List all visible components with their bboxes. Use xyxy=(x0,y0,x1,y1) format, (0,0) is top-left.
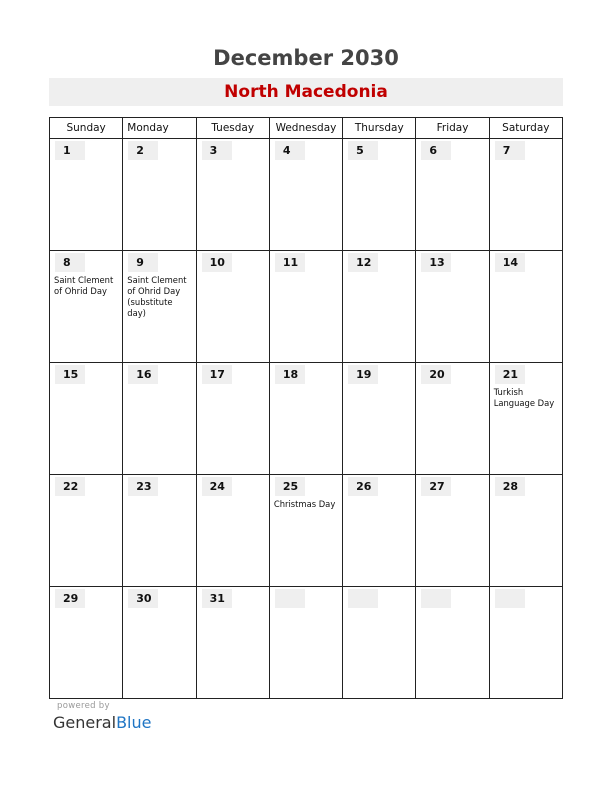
weekday-sunday: Sunday xyxy=(50,118,123,139)
day-cell xyxy=(416,363,489,475)
day-cell xyxy=(123,587,196,699)
day-cell xyxy=(123,139,196,251)
day-number: 31 xyxy=(202,589,232,608)
day-number xyxy=(495,589,525,608)
week-row xyxy=(50,363,563,475)
day-cell xyxy=(196,139,269,251)
day-cell xyxy=(269,587,342,699)
day-number: 20 xyxy=(421,365,451,384)
day-cell xyxy=(196,587,269,699)
brand-blue-text: Blue xyxy=(116,713,152,732)
day-number: 25 xyxy=(275,477,305,496)
day-number: 14 xyxy=(495,253,525,272)
weekday-saturday: Saturday xyxy=(489,118,562,139)
day-number: 22 xyxy=(55,477,85,496)
day-number xyxy=(421,589,451,608)
week-row xyxy=(50,587,563,699)
day-number xyxy=(348,589,378,608)
day-number: 18 xyxy=(275,365,305,384)
day-cell xyxy=(269,363,342,475)
day-cell xyxy=(196,251,269,363)
day-number: 11 xyxy=(275,253,305,272)
day-cell xyxy=(269,475,342,587)
day-cell xyxy=(269,251,342,363)
day-cell xyxy=(416,139,489,251)
day-cell xyxy=(489,363,562,475)
day-cell xyxy=(489,139,562,251)
day-cell xyxy=(343,363,416,475)
day-number: 10 xyxy=(202,253,232,272)
day-cell xyxy=(416,587,489,699)
generalblue-logo xyxy=(53,713,151,732)
day-cell xyxy=(50,251,123,363)
day-cell xyxy=(50,475,123,587)
weekday-friday: Friday xyxy=(416,118,489,139)
weekday-thursday: Thursday xyxy=(343,118,416,139)
day-number: 21 xyxy=(495,365,525,384)
day-cell xyxy=(196,363,269,475)
day-cell xyxy=(343,251,416,363)
day-number: 1 xyxy=(55,141,85,160)
day-cell xyxy=(50,139,123,251)
holiday-label: Turkish Language Day xyxy=(493,387,555,408)
weekday-tuesday: Tuesday xyxy=(196,118,269,139)
country-banner: North Macedonia xyxy=(49,78,563,106)
day-number: 7 xyxy=(495,141,525,160)
day-number: 4 xyxy=(275,141,305,160)
calendar-title: December 2030 xyxy=(213,46,399,70)
day-number: 27 xyxy=(421,477,451,496)
day-cell xyxy=(489,587,562,699)
day-cell xyxy=(123,475,196,587)
weekday-header-row xyxy=(50,118,563,139)
day-cell xyxy=(489,251,562,363)
brand-general-text: General xyxy=(53,713,117,732)
holiday-label: Christmas Day xyxy=(273,499,336,509)
day-number: 2 xyxy=(128,141,158,160)
week-row xyxy=(50,475,563,587)
holiday-label: Saint Clement of Ohrid Day (substitute day) xyxy=(127,275,187,318)
day-number: 16 xyxy=(128,365,158,384)
day-number: 29 xyxy=(55,589,85,608)
powered-by-label: powered by xyxy=(57,701,110,711)
day-number xyxy=(275,589,305,608)
week-row xyxy=(50,251,563,363)
month-calendar-grid xyxy=(49,117,563,699)
day-number: 12 xyxy=(348,253,378,272)
day-cell xyxy=(123,363,196,475)
day-cell xyxy=(416,251,489,363)
day-number: 30 xyxy=(128,589,158,608)
day-cell xyxy=(343,475,416,587)
day-number: 8 xyxy=(55,253,85,272)
day-number: 19 xyxy=(348,365,378,384)
day-number: 5 xyxy=(348,141,378,160)
day-number: 13 xyxy=(421,253,451,272)
week-row xyxy=(50,139,563,251)
day-number: 3 xyxy=(202,141,232,160)
weekday-wednesday: Wednesday xyxy=(269,118,342,139)
weekday-monday: Monday xyxy=(123,118,196,139)
day-number: 6 xyxy=(421,141,451,160)
day-cell xyxy=(343,587,416,699)
day-number: 9 xyxy=(128,253,158,272)
day-cell xyxy=(123,251,196,363)
day-cell xyxy=(416,475,489,587)
day-number: 26 xyxy=(348,477,378,496)
holiday-label: Saint Clement of Ohrid Day xyxy=(54,275,114,296)
day-cell xyxy=(196,475,269,587)
day-cell xyxy=(269,139,342,251)
day-number: 28 xyxy=(495,477,525,496)
day-cell xyxy=(50,587,123,699)
day-cell xyxy=(50,363,123,475)
day-cell xyxy=(343,139,416,251)
day-number: 15 xyxy=(55,365,85,384)
day-number: 17 xyxy=(202,365,232,384)
day-cell xyxy=(489,475,562,587)
day-number: 23 xyxy=(128,477,158,496)
day-number: 24 xyxy=(202,477,232,496)
